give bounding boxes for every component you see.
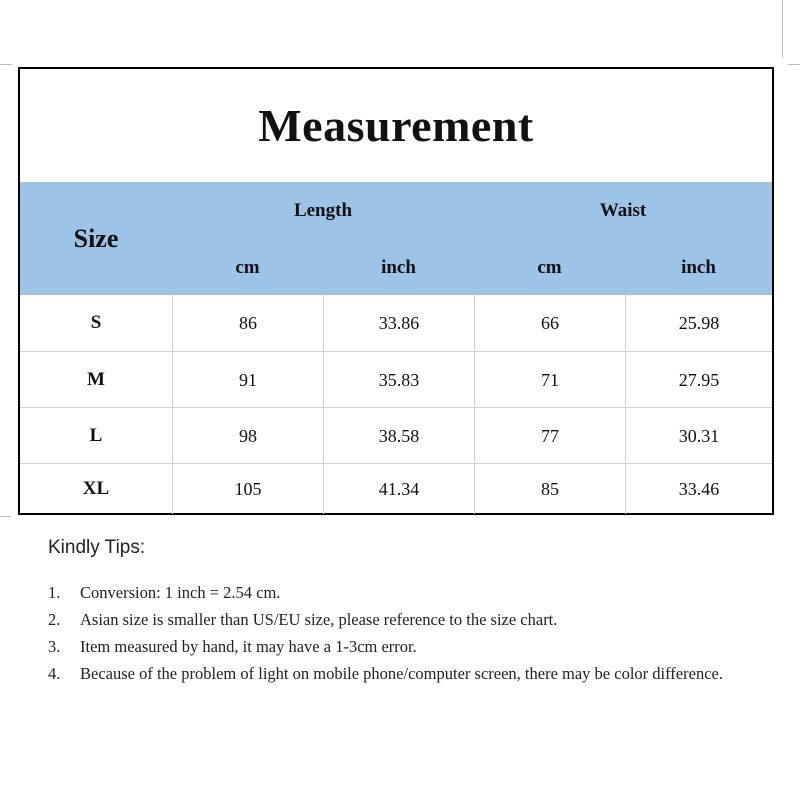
tip-text: Item measured by hand, it may have a 1-3cm error. xyxy=(80,637,417,656)
length-inch-cell: 38.58 xyxy=(323,408,474,464)
unit-header: cm xyxy=(235,257,260,278)
crop-mark xyxy=(0,64,12,65)
kindly-tips xyxy=(48,537,793,687)
tip-number: 1. xyxy=(48,583,61,602)
length-inch-cell: 41.34 xyxy=(323,464,474,514)
waist-cm-cell: 77 xyxy=(474,408,625,464)
length-inch-cell: 35.83 xyxy=(323,352,474,408)
tip-item xyxy=(48,606,793,633)
waist-inch-cell: 33.46 xyxy=(625,464,772,514)
tips-title: Kindly Tips: xyxy=(48,537,146,558)
size-cell: L xyxy=(89,425,103,446)
header-band xyxy=(20,182,772,295)
tip-number: 2. xyxy=(48,610,61,629)
tip-number: 3. xyxy=(48,637,61,656)
size-header: Size xyxy=(73,223,119,253)
tip-text: Conversion: 1 inch = 2.54 cm. xyxy=(80,583,281,602)
tip-item xyxy=(48,633,793,660)
waist-cm-cell: 66 xyxy=(474,295,625,351)
unit-header: inch xyxy=(381,257,416,278)
waist-cm-cell: 71 xyxy=(474,352,625,408)
size-chart-table xyxy=(18,67,774,515)
tip-text: Asian size is smaller than US/EU size, please reference to the size chart. xyxy=(80,610,558,629)
size-cell: S xyxy=(90,312,102,333)
unit-header: cm xyxy=(537,257,562,278)
length-cm-cell: 105 xyxy=(172,464,323,514)
table-row xyxy=(20,295,772,351)
length-cm-cell: 98 xyxy=(172,408,323,464)
size-cell: XL xyxy=(82,478,110,499)
table-title: Measurement xyxy=(258,100,534,151)
table-row xyxy=(20,351,772,408)
tip-item xyxy=(48,579,793,606)
title-row xyxy=(20,69,772,182)
length-inch-cell: 33.86 xyxy=(323,295,474,351)
waist-inch-cell: 27.95 xyxy=(625,352,772,408)
length-cm-cell: 91 xyxy=(172,352,323,408)
unit-header: inch xyxy=(681,257,716,278)
length-cm-cell: 86 xyxy=(172,295,323,351)
waist-cm-cell: 85 xyxy=(474,464,625,514)
tip-item xyxy=(48,660,793,687)
table-row xyxy=(20,407,772,464)
crop-mark xyxy=(782,0,783,58)
waist-inch-cell: 30.31 xyxy=(625,408,772,464)
crop-mark xyxy=(788,64,800,65)
size-cell: M xyxy=(87,369,105,390)
waist-header: Waist xyxy=(599,200,647,221)
length-header: Length xyxy=(293,200,353,221)
table-row xyxy=(20,463,772,514)
waist-inch-cell: 25.98 xyxy=(625,295,772,351)
tip-number: 4. xyxy=(48,664,61,683)
tip-text: Because of the problem of light on mobile phone/computer screen, there may be color difference. xyxy=(80,664,723,683)
crop-mark xyxy=(0,516,10,517)
